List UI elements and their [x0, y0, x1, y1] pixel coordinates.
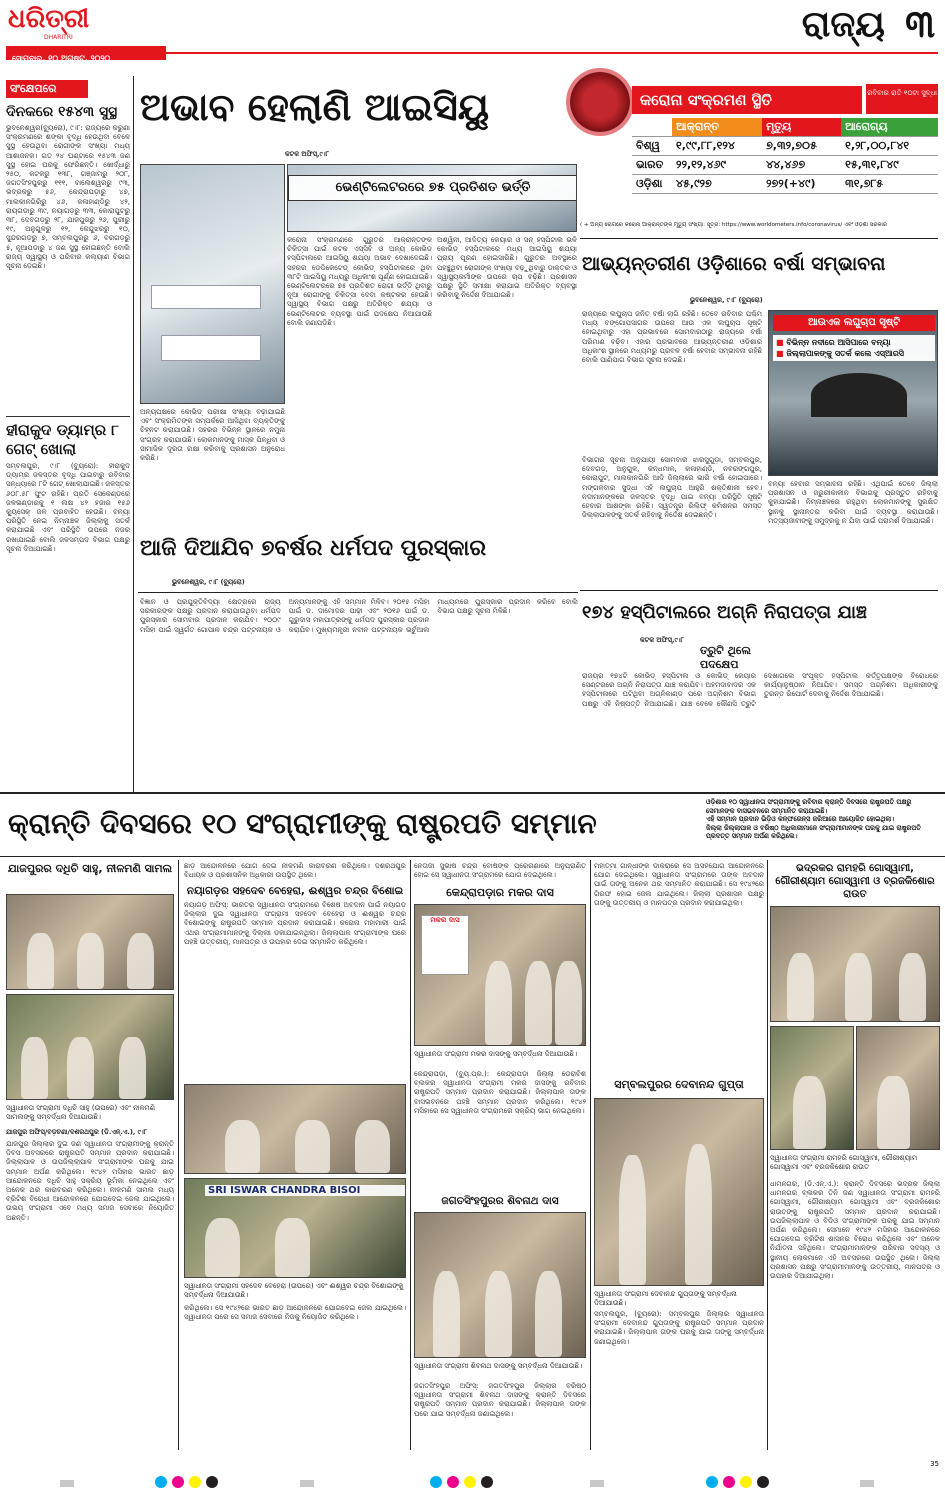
rain-bullet-2	[776, 348, 932, 359]
corona-panel	[580, 76, 938, 234]
kranti-top-rule	[0, 792, 945, 794]
row-label: ଓଡ଼ିଶା	[632, 175, 672, 194]
bhadrak-column	[770, 862, 940, 1450]
bhadrak-body: ଧାମନଗର, (ଡି.ଏନ୍.ଏ.): କ୍ରାନ୍ତି ଦିବସରେ ଭଦ୍ରକ ଜିଲ୍ଲା ଧାମନଗର ବ୍ଲକର ତିନି ଜଣ ସ୍ୱାଧୀନତା ସଂଗ୍ରାମୀ ରାମହରି ଗୋସ୍ୱାମୀ, ଗୌରୀଶ୍ୟାମ ଗୋସ୍ୱାମୀ ଏବଂ ବ୍ରଜକିଶୋର ରାଉତଙ୍କୁ ରାଷ୍ଟ୍ରପତି ସମ୍ମାନ ପ୍ରଦାନ କରାଯାଇଛି। ଉପଜିଲ୍ଲାପାଳ ଓ ବିଡିଓ ସଂଗ୍ରାମୀଙ୍କ ଘରକୁ ଯାଇ ସମ୍ମାନ ଅର୍ପଣ କରିଥିଲେ। ସେମାନେ ୧୯୪୨ ମସିହାର ଆନ୍ଦୋଳନରେ ଯୋଗଦେଇ ବ୍ରିଟିଶ ଶାସନର ବିରୋଧ କରିଥିଲେ ଏବଂ ଅନେକ ନିର୍ଯାତନା ସହିଥିଲେ। ସଂଗ୍ରାମୀମାନଙ୍କ ପରିବାର ସଦସ୍ୟ ଓ ସ୍ଥାନୀୟ ଲୋକମାନେ ଏହି ଅବସରରେ ଉପସ୍ଥିତ ଥିଲେ। ଜିଲ୍ଲା ପ୍ରଶାସନ ପକ୍ଷରୁ ସଂଗ୍ରାମୀମାନଙ୍କୁ ଉତ୍ତରୀୟ, ମାନପତ୍ର ଓ ଉପହାର ଦିଆଯାଇଥିଲା।	[770, 1180, 940, 1281]
jagatsinghpur-body: ଜଗତସିଂହପୁର ଅଫିସ୍: ଜଗତସିଂହପୁର ଜିଲ୍ଲାର ବରିଷ୍ଠ ସ୍ୱାଧୀନତା ସଂଗ୍ରାମୀ ଶିବନାଥ ଦାସଙ୍କୁ କ୍ରାନ୍ତି ଦିବସରେ ରାଷ୍ଟ୍ରପତି ସମ୍ମାନ ପ୍ରଦାନ କରାଯାଇଛି। ଜିଲ୍ଲାପାଳ ତାଙ୍କ ଘରେ ଯାଇ ସମ୍ବର୍ଦ୍ଧନା ଜଣାଇଥିଲେ।	[414, 1382, 586, 1418]
rain-body-2: ବିଭାଗର ସୂଚନା ଅନୁଯାୟୀ ସୋମବାର ଝାରସୁଗୁଡ଼ା, ସମ୍ବଲପୁର, ଦେବଗଡ଼, ଅନୁଗୁଳ, କନ୍ଧମାଳ, କଳାହାଣ୍ଡି, ନବରଙ୍ଗପୁର, କୋରାପୁଟ, ମାଲକାନଗିରି ଆଦି ଜିଲ୍ଲାରେ ଭାରି ବର୍ଷା ହୋଇପାରେ। ମଙ୍ଗଳବାର ସୁଦ୍ଧା ଏହି ଲଘୁଚାପ ଆହୁରି ଶକ୍ତିଶାଳୀ ହେବ। ନଦୀମାନଙ୍କରେ ଜଳସ୍ତର ବୃଦ୍ଧି ପାଇ ବନ୍ୟା ପରିସ୍ଥିତି ସୃଷ୍ଟି ହେବାର ଆଶଙ୍କା ରହିଛି। ସ୍ୱତନ୍ତ୍ର ରିଲିଫ୍ କମିଶନର ସମସ୍ତ ଜିଲ୍ଲାପାଳଙ୍କୁ ସତର୍କ ରହିବାକୁ ନିର୍ଦ୍ଦେଶ ଦେଇଛନ୍ତି।	[582, 456, 762, 520]
umbrella-shape	[811, 373, 907, 417]
person-shape	[67, 1037, 94, 1099]
brief-body-2: ସମ୍ବଲପୁର, ୯।୮ (ବ୍ୟୁରୋ): ହୀରାକୁଦ ଡ୍ୟାମ୍‌ର ଜଳସ୍ତର ବୃଦ୍ଧି ପାଇବାରୁ ରବିବାର ସନ୍ଧ୍ୟାରେ ୮ଟି ଗେଟ୍ ଖୋଲାଯାଇଛି। ଜଳସ୍ତର ୬୦୮.୫୮ ଫୁଟ ରହିଛି। ପ୍ରତି ସେକେଣ୍ଡରେ ଜଳଭଣ୍ଡାରକୁ ୧ ଲକ୍ଷ ୪୨ ହଜାର ୧୫୬ କ୍ୟୁସେକ୍ ଜଳ ପ୍ରବାହିତ ହେଉଛି। ବନ୍ୟା ପରିସ୍ଥିତି ନେଇ ନିମ୍ନାଞ୍ଚଳ ଜିଲ୍ଲାକୁ ସତର୍କ କରାଯାଇଛି ଏବଂ ପରିସ୍ଥିତି ଉପରେ ନଜର ରଖାଯାଇଛି ବୋଲି ଜଳସମ୍ପଦ ବିଭାଗ ପକ୍ଷରୁ ସୂଚନା ଦିଆଯାଇଛି।	[6, 462, 130, 553]
date-bar	[6, 46, 166, 63]
person-shape	[27, 933, 54, 989]
bhadrak-photo-2	[770, 1026, 854, 1150]
kranti-intro-3: ଜିଲ୍ଲା ଜିଲ୍ଲାପାଳ ଓ ବରିଷ୍ଠ ଅଧିକାରୀମାନେ ସଂଗ୍ରାମୀମାନଙ୍କ ଘରକୁ ଯାଇ ରାଷ୍ଟ୍ରପତି ପ୍ରଦତ୍ତ ସମ୍ମାନ ଅର୍ପଣ କରିଥିଲେ।	[706, 823, 921, 840]
brief-label: ସଂକ୍ଷେପରେ	[6, 80, 88, 98]
cases-cell: ୧,୯୯,୮୮,୧୨୪	[672, 137, 762, 156]
sambalpur-caption: ସ୍ୱାଧୀନତା ସଂଗ୍ରାମୀ ଦେବାନନ୍ଦ ଗୁପ୍ତାଙ୍କୁ ସମ୍ବର୍ଦ୍ଧନା ଦିଆଯାଉଛି।	[594, 1290, 737, 1307]
sambalpur-body: ସମ୍ବଲପୁର, (ବ୍ୟୁରୋ): ସମ୍ବଲପୁର ଜିଲ୍ଲାର ସ୍ୱାଧୀନତା ସଂଗ୍ରାମୀ ଦେବାନନ୍ଦ ଗୁପ୍ତାଙ୍କୁ ରାଷ୍ଟ୍ରପତି ସମ୍ମାନ ପ୍ରଦାନ କରାଯାଇଛି। ଜିଲ୍ଲାପାଳ ତାଙ୍କ ଘରକୁ ଯାଇ ତାଙ୍କୁ ସମ୍ବର୍ଦ୍ଧନା ଜଣାଇଥିଲେ।	[594, 1310, 764, 1346]
rain-bullet-text: ଜିଲ୍ଲାପାଳଙ୍କୁ ସତର୍କ କଲେ ଏସ୍‌ଆରସି	[786, 349, 904, 358]
nayagarh-caption: ସ୍ୱାଧୀନତା ସଂଗ୍ରାମୀ ସହଦେବ ବେହେରା (ଉପରେ) ଏବଂ ଈଶ୍ୱର ଚନ୍ଦ୍ର ବିଶୋଇଙ୍କୁ ସମ୍ବର୍ଦ୍ଧନା ଦିଆଯାଉଛି।	[184, 1282, 404, 1299]
nayagarh-body: ନୟାଗଡ଼ ଅଫିସ୍: ଭାରତର ସ୍ୱାଧୀନତା ସଂଗ୍ରାମରେ ବିଶେଷ ଅବଦାନ ପାଇଁ ନୟାଗଡ଼ ଜିଲ୍ଲାର ଦୁଇ ସ୍ୱାଧୀନତା ସଂଗ୍ରାମୀ ସହଦେବ ବେହେରା ଓ ଈଶ୍ୱର ଚନ୍ଦ୍ର ବିଶୋଇଙ୍କୁ ରାଷ୍ଟ୍ରପତି ସମ୍ମାନ ପ୍ରଦାନ କରାଯାଇଛି। କରୋନା ମହାମାରୀ ପାଇଁ ଏଥର ସଂଗ୍ରାମୀମାନଙ୍କୁ ଦିଲ୍ଲୀ ଡକାଯାଇନଥିଲା। ଜିଲ୍ଲାପାଳ ସଂଗ୍ରାମୀଙ୍କ ଘରେ ପହଞ୍ଚି ଉତ୍ତରୀୟ, ମାନପତ୍ର ଓ ଉପହାର ଦେଇ ସମ୍ମାନିତ କରିଥିଲେ।	[184, 901, 406, 946]
sambalpur-column	[594, 862, 764, 1450]
award-body: ବିଜ୍ଞାନ ଓ ପ୍ରଯୁକ୍ତିବିଦ୍ୟା କ୍ଷେତ୍ରରେ ରାଜ୍ୟ ସରକାରଙ୍କ ପକ୍ଷରୁ ପ୍ରଦାନ କରାଯାଉଥିବା ଧର୍ମପଦ ପୁରସ୍କାର ସୋମବାର ପ୍ରଦାନ କରାଯିବ। ୨୦୦୯ ମସିହା ପାଇଁ ସ୍ୱର୍ଗତ ଗୋପାଳ ଚନ୍ଦ୍ର ପଟ୍ଟନାୟକ ଓ ଅନ୍ୟମାନଙ୍କୁ ଏହି ସମ୍ମାନ ମିଳିବ। ୨୦୧୫ ମସିହା ପାଇଁ ଡ. ଦାମୋଦର ପାଢ଼ୀ ଏବଂ ୨୦୧୬ ପାଇଁ ଡ. ଗୁରୁଦାସ ମହାପାତ୍ରଙ୍କୁ ଧର୍ମପଦ ପୁରସ୍କାର ପ୍ରଦାନ କରାଯିବ। ମୁଖ୍ୟମନ୍ତ୍ରୀ ନବୀନ ପଟ୍ଟନାୟକ ଭର୍ଚୁଆଲ ମାଧ୍ୟମରେ ପୁରସ୍କାର ପ୍ରଦାନ କରିବେ ବୋଲି ବିଭାଗ ପକ୍ଷରୁ ସୂଚନା ମିଳିଛି।	[140, 598, 578, 634]
col-rule	[178, 860, 179, 1450]
rain-bullet-1	[776, 337, 932, 348]
cases-cell: ୪୫,୯୨୭	[672, 175, 762, 194]
registration-dot-black	[757, 1476, 769, 1488]
person-shape	[793, 1076, 826, 1149]
registration-dot-yellow	[189, 1476, 201, 1488]
deaths-cell: ୭,୩୨,୭୦୫	[762, 137, 841, 156]
rain-box-title: ଆଉଏକ ଲଘୁଚାପ ସୃଷ୍ଟି	[773, 315, 935, 331]
registration-dot-magenta	[447, 1476, 459, 1488]
person-shape	[685, 1144, 712, 1285]
kendrapara-photo	[414, 904, 586, 1046]
registration-dot-black	[206, 1476, 218, 1488]
registration-dot-magenta	[723, 1476, 735, 1488]
bed-shape	[151, 285, 261, 309]
fire-dateline: କଟକ ଅଫିସ୍,୯।୮	[640, 636, 684, 644]
nayagarh-column	[184, 862, 406, 1450]
lead-body-2: ଅଶ୍ୱିନୀ, ଆଦିତ୍ୟ କେୟାର ଓ ସନ୍ ହସ୍ପିଟାଲ ଭଳି କୋଭିଡ୍ ହସ୍ପିଟାଲରେ ମଧ୍ୟ ଆଇସିୟୁ ଶଯ୍ୟା ପ୍ରାୟ ପୂରଣ ହୋଇସାରିଛି। ଗୁରୁତର ଅବସ୍ଥାରେ ପହଞ୍ଚୁଥିବା ରୋଗୀଙ୍କ ସଂଖ୍ୟା ବଢ଼ୁଥିବାରୁ ଡାକ୍ତର ଓ ସ୍ୱାସ୍ଥ୍ୟକର୍ମୀଙ୍କ ଉପରେ ଚାପ ବଢ଼ିଛି। ପ୍ରଶାସନ ପକ୍ଷରୁ ସ୍ଥିତି ସମୀକ୍ଷା କରାଯାଇ ଅତିରିକ୍ତ ବ୍ୟବସ୍ଥା କରିବାକୁ ନିର୍ଦ୍ଦେଶ ଦିଆଯାଇଛି।	[437, 236, 577, 300]
recovered-cell: ୧,୨୮,୦୦,୮୪୧	[841, 137, 938, 156]
registration-dot-cyan	[706, 1476, 718, 1488]
bullet-square-icon: ■	[776, 338, 787, 347]
icu-photo	[140, 164, 285, 404]
rain-top-rule	[580, 238, 938, 239]
brief-headline-2: ହୀରାକୁଦ ଡ୍ୟାମ୍‌ର ୮ ଗେଟ୍ ଖୋଲା	[6, 421, 120, 458]
lead-dateline: କଟକ ଅଫିସ୍,୯।୮	[285, 150, 329, 158]
table-row	[632, 156, 938, 175]
jajpur-body: ଯାଜପୁର ଜିଲ୍ଲାର ଦୁଇ ଜଣ ସ୍ୱାଧୀନତା ସଂଗ୍ରାମୀଙ୍କୁ କ୍ରାନ୍ତି ଦିବସ ଅବସରରେ ରାଷ୍ଟ୍ରପତି ସମ୍ମାନ ପ୍ରଦାନ କରାଯାଇଛି। ଜିଲ୍ଲାପାଳ ଓ ଉପଜିଲ୍ଲାପାଳ ସଂଗ୍ରାମୀଙ୍କ ଘରକୁ ଯାଇ ସମ୍ମାନ ଅର୍ପଣ କରିଥିଲେ। ୧୯୪୨ ମସିହାର ଭାରତ ଛାଡ଼ ଆନ୍ଦୋଳନରେ ଦଧିଚି ସାହୁ ସକ୍ରିୟ ଭୂମିକା ନେଇଥିଲେ ଏବଂ ଅନେକ ଥର କାରାବରଣ କରିଥିଲେ। ନୀଳମଣି ସାମଲ ମଧ୍ୟ ବ୍ରିଟିଶ ବିରୋଧୀ ଆନ୍ଦୋଳନରେ ଯୋଗଦେଇ ଜେଲ ଯାଇଥିଲେ। ଉଭୟ ସଂଗ୍ରାମୀ ଏବେ ମଧ୍ୟ ସମାଜ ସେବାରେ ନିୟୋଜିତ ଅଛନ୍ତି।	[6, 1140, 174, 1222]
kendrapara-body-top: ନେତାଜୀ ସୁଭାଷ ଚନ୍ଦ୍ର ବୋଷଙ୍କ ପ୍ରେରଣାରେ ଅନୁପ୍ରାଣିତ ହୋଇ ସେ ସ୍ୱାଧୀନତା ସଂଗ୍ରାମରେ ଯୋଗ ଦେଇଥିଲେ।	[414, 862, 586, 880]
rain-bullets	[773, 335, 935, 361]
logo	[8, 4, 104, 44]
person-shape	[619, 1155, 646, 1285]
corona-source: ( + ଅନ୍ୟ ରୋଗରେ କରୋନା ଆକ୍ରାନ୍ତଙ୍କ ମୃତ୍ୟୁ ସଂଖ୍ୟା: ସୂତ୍ର: https://www.worldometers.info/coronavirus/ ଏବଂ ଓଡ଼ିଶା ସରକାର	[580, 222, 888, 228]
jagatsinghpur-caption: ସ୍ୱାଧୀନତା ସଂଗ୍ରାମୀ ଶିବନାଥ ଦାସଙ୍କୁ ସମ୍ବର୍ଦ୍ଧନା ଦିଆଯାଉଛି।	[414, 1362, 583, 1370]
rain-photo	[768, 310, 938, 476]
registration-dot-black	[481, 1476, 493, 1488]
brief-headline-1: ଦିନକରେ ୧୫୪୩ ସୁସ୍ଥ	[6, 104, 118, 120]
bullet-square-icon: ■	[776, 349, 787, 358]
corona-header-row	[632, 118, 938, 137]
row-label: ବିଶ୍ୱ	[632, 137, 672, 156]
corona-title: କରୋନା ସଂକ୍ରମଣ ସ୍ଥିତି	[640, 91, 772, 109]
rain-body-1: ରାଜ୍ୟରେ ଲଘୁଚାପ ଜନିତ ବର୍ଷା ଲାଗି ରହିଛି। ତେବେ ରବିବାର ପଶ୍ଚିମ ମଧ୍ୟ ବଙ୍ଗୋପସାଗର ଉପରେ ଆଉ ଏକ ଲଘୁଚାପ ସୃଷ୍ଟି ହୋଇଥିବାରୁ ଏହା ପ୍ରଭାବରେ ସୋମବାରଠାରୁ ରାଜ୍ୟରେ ବର୍ଷା ପରିମାଣ ବଢ଼ିବ। ଏହାର ପ୍ରଭାବରେ ଆଭ୍ୟନ୍ତରୀଣ ଓଡ଼ିଶାର ଅଧିକାଂଶ ସ୍ଥାନରେ ମଧ୍ୟମରୁ ପ୍ରବଳ ବର୍ଷା ହେବାର ସମ୍ଭାବନା ରହିଛି ବୋଲି ପାଣିପାଗ ବିଭାଗ ସୂଚନା ଦେଇଛି।	[582, 310, 762, 365]
deaths-cell: ୪୪,୪୬୭	[762, 156, 841, 175]
lead-body-3: ଅନ୍ୟପକ୍ଷରେ କୋଭିଡ୍ ପରୀକ୍ଷା ସଂଖ୍ୟା ବଢ଼ାଯାଇଛି ଏବଂ ସଂକ୍ରମିତଙ୍କ ସମ୍ପର୍କରେ ଆସିଥିବା ବ୍ୟକ୍ତିଙ୍କୁ ଚିହ୍ନଟ କରାଯାଉଛି। ସହରର ବିଭିନ୍ନ ସ୍ଥାନରେ ନମୁନା ସଂଗ୍ରହ କରାଯାଉଛି। ଲୋକମାନଙ୍କୁ ମାସ୍କ ପିନ୍ଧିବା ଓ ସାମାଜିକ ଦୂରତା ରକ୍ଷା କରିବାକୁ ପ୍ରଶାସନ ଅନୁରୋଧ କରିଛି।	[140, 408, 285, 463]
fire-headline: ୧୭୪ ହସ୍ପିଟାଲରେ ଅଗ୍ନି ନିରାପତ୍ତା ଯାଞ୍ଚ	[582, 602, 867, 623]
registration-dot-magenta	[172, 1476, 184, 1488]
jagatsinghpur-photo	[414, 1212, 586, 1358]
nayagarh-body-2: କରିଥିଲେ। ସେ ୧୯୪୨ରେ ଭାରତ ଛାଡ଼ ଆନ୍ଦୋଳନରେ ଯୋଗଦେଇ ଜେଲ ଯାଇଥିଲେ। ସ୍ୱାଧୀନତା ପରେ ସେ ସମାଜ ସେବାରେ ନିଜକୁ ନିୟୋଜିତ କରିଥିଲେ।	[184, 1304, 406, 1322]
masthead-rule	[166, 52, 938, 54]
person-shape	[21, 1037, 48, 1099]
jajpur-column	[6, 862, 174, 1450]
recovered-cell: ୩୧,୭୮୫	[841, 175, 938, 194]
person-shape	[525, 961, 552, 1045]
bhadrak-caption: ସ୍ୱାଧୀନତା ସଂଗ୍ରାମୀ ରାମହରି ଗୋସ୍ୱାମୀ, ଗୌରୀଶ୍ୟାମ ଗୋସ୍ୱାମୀ ଏବଂ ବ୍ରଜକିଶୋର ରାଉତ	[770, 1154, 918, 1171]
sambalpur-body-top: ମହାତ୍ମା ଗାନ୍ଧୀଙ୍କ ଡାକରାରେ ସେ ଅସହଯୋଗ ଆନ୍ଦୋଳନରେ ଯୋଗ ଦେଇଥିଲେ। ସ୍ୱାଧୀନତା ସଂଗ୍ରାମରେ ତାଙ୍କ ଅବଦାନ ପାଇଁ ତାଙ୍କୁ ଅନେକ ଥର ସମ୍ମାନିତ କରାଯାଇଛି। ସେ ୧୯୪୨ରେ ଗିରଫ ହୋଇ ଜେଲ ଯାଇଥିଲେ। ଜିଲ୍ଲା ପ୍ରଶାସନ ପକ୍ଷରୁ ତାଙ୍କୁ ଉତ୍ତରୀୟ ଓ ମାନପତ୍ର ପ୍ରଦାନ କରାଯାଇଥିଲା।	[594, 862, 764, 907]
masthead	[0, 0, 945, 64]
registration-dot-cyan	[155, 1476, 167, 1488]
corona-table-wrap	[632, 118, 938, 194]
nayagarh-body-top: ଛାଡ଼ ଆନ୍ଦୋଳନରେ ଯୋଗ ଦେଇ ନୀଳମଣି କାରାବରଣ କରିଥିଲେ। ଦଶରଥପୁର ବିଧାୟକ ଓ ପ୍ରଶାସନିକ ଅଧିକାରୀ ଉପସ୍ଥିତ ଥିଲେ।	[184, 862, 406, 880]
corona-header-blank	[632, 118, 672, 137]
row-label: ଭାରତ	[632, 156, 672, 175]
corona-table	[632, 118, 938, 194]
person-shape	[899, 953, 926, 1021]
recovered-cell: ୧୫,୩୧,୮୪୯	[841, 156, 938, 175]
deaths-cell: ୨୭୨(+୪୯)	[762, 175, 841, 194]
registration-dot-yellow	[740, 1476, 752, 1488]
corona-header-cases: ଆକ୍ରାନ୍ତ	[672, 118, 762, 137]
registration-dot-yellow	[464, 1476, 476, 1488]
logo-text: ଧରିତ୍ରୀ	[8, 4, 90, 34]
award-dateline: ଭୁବନେଶ୍ୱର, ୯।୮ (ବ୍ୟୁରୋ)	[172, 578, 245, 586]
person-shape	[535, 1271, 562, 1357]
person-shape	[275, 1218, 310, 1277]
registration-dot-cyan	[430, 1476, 442, 1488]
table-row	[632, 175, 938, 194]
kranti-bottom-rule	[0, 856, 945, 857]
kranti-intro	[706, 798, 938, 841]
col-rule	[590, 860, 591, 1450]
award-top-rule	[138, 592, 578, 593]
rain-body-3: ବନ୍ୟା ହେବାର ସମ୍ଭାବନା ରହିଛି। ଏଥିପାଇଁ ତେବେ ଜିଲ୍ଲା ପ୍ରଶାସନ ଓ ଜରୁରୀକାଳୀନ ବିଭାଗକୁ ପ୍ରସ୍ତୁତ ରହିବାକୁ କୁହାଯାଇଛି। ନିମ୍ନାଞ୍ଚଳରେ ରହୁଥିବା ଲୋକମାନଙ୍କୁ ସୁରକ୍ଷିତ ସ୍ଥାନକୁ ସ୍ଥାନାନ୍ତର କରିବା ପାଇଁ ବ୍ୟବସ୍ଥା କରାଯାଉଛି। ମତ୍ସ୍ୟଜୀବୀଙ୍କୁ ସମୁଦ୍ରକୁ ନ ଯିବା ପାଇଁ ପରାମର୍ଶ ଦିଆଯାଇଛି।	[768, 480, 938, 525]
gray-bar	[60, 1480, 74, 1487]
cases-cell: ୨୨,୧୨,୪୬୯	[672, 156, 762, 175]
jajpur-caption: ସ୍ୱାଧୀନତା ସଂଗ୍ରାମୀ ଦଧିଚି ସାହୁ (ଉପରେ) ଏବଂ ନୀଳମଣି ସାମଲଙ୍କୁ ସମ୍ବର୍ଦ୍ଧନା ଦିଆଯାଉଛି।	[6, 1104, 156, 1121]
bhadrak-title: ଭଦ୍ରକର ରାମହରି ଗୋସ୍ୱାମୀ, ଗୌରୀଶ୍ୟାମ ଗୋସ୍ୱାମୀ ଓ ବ୍ରଜକିଶୋର ରାଉତ	[775, 863, 935, 900]
gray-bar	[860, 1480, 874, 1487]
person-shape	[787, 953, 814, 1021]
issue-date: ସୋମବାର, ୧୦ ଅଗଷ୍ଟ, ୨୦୨୦	[12, 54, 111, 63]
virus-icon	[570, 72, 630, 132]
print-marks	[0, 1456, 945, 1497]
bhadrak-photo-1	[770, 906, 940, 1022]
nayagarh-photo-2	[184, 1178, 406, 1278]
footer-page-number: 35	[930, 1460, 939, 1468]
nayagarh-title: ନୟାଗଡ଼ର ସହଦେବ ବେହେରା, ଈଶ୍ୱର ଚନ୍ଦ୍ର ବିଶୋଇ	[186, 885, 404, 897]
lead-body-1: କରୋନା ସଂକ୍ରମଣରେ ଗୁରୁତର ଆକ୍ରାନ୍ତଙ୍କ ଚିକିତ୍ସା ପାଇଁ କଟକ ଏସ୍‌ସିବି ଓ ଅନ୍ୟ କୋଭିଡ୍ ହସ୍ପିଟାଲରେ ଆଇସିୟୁ ଶଯ୍ୟା ଅଭାବ ଦେଖାଦେଇଛି। ସହରର ଡେଡିକେଟେଡ୍ କୋଭିଡ୍ ହସ୍ପିଟାଲରେ ଥିବା ୩୮ଟି ଆଇସିୟୁ ମଧ୍ୟରୁ ଅଧିକାଂଶ ପୂର୍ଣ୍ଣ ହୋଇଯାଇଛି। ଭେଣ୍ଟିଲେଟରରେ ୭୫ ପ୍ରତିଶତ ରୋଗୀ ଭର୍ତ୍ତି ଥିବାରୁ ନୂଆ ରୋଗୀଙ୍କୁ ଚିକିତ୍ସା ଦେବା କଷ୍ଟକର ହେଉଛି। ସ୍ୱାସ୍ଥ୍ୟ ବିଭାଗ ପକ୍ଷରୁ ଅତିରିକ୍ତ ଶଯ୍ୟା ଓ ଭେଣ୍ଟିଲେଟର ବ୍ୟବସ୍ଥା ପାଇଁ ପଦକ୍ଷେପ ନିଆଯାଉଛି ବୋଲି ଜଣାପଡ଼ିଛି।	[287, 236, 432, 327]
person-shape	[77, 933, 104, 989]
fire-top-rule	[580, 590, 938, 591]
table-row	[632, 137, 938, 156]
kendrapara-body: କେନ୍ଦ୍ରାପଡ଼ା, (ବ୍ୟୁ.ପ୍ର.): କେନ୍ଦ୍ରାପଡ଼ା ଜିଲ୍ଲା ଡେରାବିଶ ବ୍ଲକର ସ୍ୱାଧୀନତା ସଂଗ୍ରାମୀ ମକର ଦାସଙ୍କୁ ରବିବାର ରାଷ୍ଟ୍ରପତି ସମ୍ମାନ ପ୍ରଦାନ କରାଯାଇଛି। ଜିଲ୍ଲାପାଳ ତାଙ୍କ ବାସଭବନରେ ପହଞ୍ଚି ସମ୍ମାନ ପ୍ରଦାନ କରିଥିଲେ। ୧୯୪୨ ମସିହାରେ ସେ ସ୍ୱାଧୀନତା ସଂଗ୍ରାମରେ ସକ୍ରିୟ ଭାଗ ନେଇଥିଲେ।	[414, 1070, 586, 1115]
sambalpur-title: ସମ୍ବଲପୁରର ଦେବାନନ୍ଦ ଗୁପ୍ତା	[614, 1078, 744, 1091]
jajpur-photo-2	[6, 994, 174, 1100]
sambalpur-photo	[594, 1098, 764, 1286]
jajpur-title: ଯାଜପୁରର ଦଧିଚି ସାହୁ, ନୀଳମଣି ସାମଲ	[7, 862, 173, 875]
person-shape	[485, 961, 512, 1045]
bed-shape	[161, 335, 261, 361]
gray-bar	[590, 1480, 604, 1487]
award-headline: ଆଜି ଦିଆଯିବ ୭ବର୍ଷର ଧର୍ମପଦ ପୁରସ୍କାର	[140, 535, 487, 561]
brief-column-rule	[133, 76, 134, 792]
nayagarh-photo-1	[184, 1084, 406, 1174]
section-name: ରାଜ୍ୟ	[801, 3, 885, 45]
person-shape	[485, 1271, 512, 1357]
brief-body-1: ଭୁବନେଶ୍ୱର(ବ୍ୟୁରୋ), ୯।୮: ରାଜ୍ୟରେ କରୁଣା ସଂକ୍ରମଣରେ ଶଙ୍କା ବୃଦ୍ଧି ହେଉଥିବା ବେଳେ ସୁସ୍ଥ ହେଉଥିବା ରୋଗୀଙ୍କ ସଂଖ୍ୟା ମଧ୍ୟ ଆଶାଜନକ। ଗତ ୨୪ ଘଣ୍ଟାରେ ୧୫୪୩ ଜଣ ସୁସ୍ଥ ହୋଇ ଘରକୁ ଫେରିଛନ୍ତି। ଖୋର୍ଦ୍ଧାରୁ ୨୫୦, କଟକରୁ ୧୩୮, ଗଞ୍ଜାମରୁ ୨୦୮, ଜଗତସିଂହପୁରରୁ ୧୧୧, ବାଲେଶ୍ୱରରୁ ୯୩, ଭଦ୍ରକରୁ ୫୬, କେନ୍ଦ୍ରାପଡ଼ାରୁ ୪୭, ମାଲକାନଗିରିରୁ ୪୬, କଳାହାଣ୍ଡିରୁ ୪୨, ରାୟଗଡ଼ାରୁ ୩୯, ନୟାଗଡ଼ରୁ ୩୩, କୋରାପୁଟରୁ ୩୮, ଦେବଗଡ଼ରୁ ୨୮, ଯାଜପୁରରୁ ୨୬, ପୁରୀରୁ ୧୯, ଅନୁଗୁଳରୁ ୧୨, କେନ୍ଦୁଝରରୁ ୧୦, ସୁନ୍ଦରଗଡ଼ରୁ ୭, ସମ୍ବଲପୁରରୁ ୬, ବରଗଡ଼ରୁ ୫, ନୂଆପଡ଼ାରୁ ୪ ଜଣ ସୁସ୍ଥ ହୋଇଛନ୍ତି ବୋଲି ରାଜ୍ୟ ସ୍ୱାସ୍ଥ୍ୟ ଓ ପରିବାର କଲ୍ୟାଣ ବିଭାଗ ସୂଚନା ଦେଇଛି।	[6, 124, 130, 271]
jajpur-dateline: ଯାଜପୁର ଅଫିସ୍/ବଡ଼ଚଣା/ଦଶରଥପୁର (ଡି.ଏନ୍.ଏ.), ୯।୮	[6, 1128, 148, 1136]
bhadrak-photo-3	[856, 1026, 940, 1150]
kranti-intro-1: ଓଡ଼ିଶାର ୧୦ ସ୍ୱାଧୀନତା ସଂଗ୍ରାମୀଙ୍କୁ ରବିବାର କ୍ରାନ୍ତି ଦିବସରେ ରାଷ୍ଟ୍ରପତି ପକ୍ଷରୁ ସେମାନଙ୍କ ବାସଭବନରେ ସମ୍ମାନିତ କରାଯାଇଛି।	[706, 798, 912, 815]
corona-header-recovered: ଆରୋଗ୍ୟ	[841, 118, 938, 137]
person-shape	[127, 933, 154, 989]
ventilator-photo	[287, 164, 577, 232]
logo-subtext: DHARITRI	[44, 34, 73, 41]
fire-body: ରାଜ୍ୟର ୧୭୪ଟି କୋଭିଡ୍ ହସ୍ପିଟାଲ ଓ କୋଭିଡ୍ କେୟାର ସେଣ୍ଟରରେ ଅଗ୍ନି ନିରାପତ୍ତା ଯାଞ୍ଚ କରାଯିବ। ଅହମଦାବାଦର ଏକ ହସ୍ପିଟାଲରେ ଘଟିଥିବା ଅଗ୍ନିକାଣ୍ଡ ପରେ ଅଗ୍ନିଶମ ବିଭାଗ ପକ୍ଷରୁ ଏହି ନିଷ୍ପତ୍ତି ନିଆଯାଇଛି। ଯାଞ୍ଚ ବେଳେ କୌଣସି ତ୍ରୁଟି ଦେଖାଗଲେ ସଂପୃକ୍ତ ହସ୍ପିଟାଲ କର୍ତ୍ତୃପକ୍ଷଙ୍କ ବିରୋଧରେ କାର୍ଯ୍ୟାନୁଷ୍ଠାନ ନିଆଯିବ। ସମସ୍ତ ଅଗ୍ନିଶମ ଅଧିକାରୀଙ୍କୁ ତୁରନ୍ତ ରିପୋର୍ଟ ଦେବାକୁ ନିର୍ଦ୍ଦେଶ ଦିଆଯାଇଛି।	[582, 672, 938, 708]
brief-divider	[6, 416, 130, 417]
page-number: ୩	[905, 1, 935, 46]
person-shape	[877, 1076, 910, 1149]
rain-bullet-text: ବିଭିନ୍ନ ନଦୀରେ ଆସିପାରେ ବନ୍ୟା	[786, 338, 891, 347]
corona-badge: ରବିବାର ରାତି ୧୦ଟା ସୁଦ୍ଧା	[866, 84, 938, 114]
person-shape	[433, 1271, 460, 1357]
person-shape	[225, 1120, 260, 1173]
ventilator-subhead: ଭେଣ୍ଟିଲେଟରରେ ୭୫ ପ୍ରତିଶତ ଭର୍ତ୍ତି	[288, 175, 577, 201]
gray-bar	[300, 1480, 314, 1487]
person-shape	[845, 953, 872, 1021]
jagatsinghpur-title: ଜଗତସିଂହପୁରର ଶିବନାଥ ଦାସ	[441, 1195, 559, 1207]
brief-column	[6, 80, 130, 788]
sign-text: ମକର ଦାସ	[430, 916, 460, 924]
name-banner: SRI ISWAR CHANDRA BISOI	[205, 1185, 405, 1196]
jajpur-photo-1	[6, 894, 174, 990]
kendrapara-caption: ସ୍ୱାଧୀନତା ସଂଗ୍ରାମୀ ମକର ଦାସଙ୍କୁ ସମ୍ବର୍ଦ୍ଧନା ଦିଆଯାଉଛି।	[414, 1050, 577, 1058]
person-shape	[295, 1120, 330, 1173]
person-shape	[119, 1037, 146, 1099]
rain-dateline: ଭୁବନେଶ୍ୱର, ୯।୮ (ବ୍ୟୁରୋ)	[690, 296, 763, 304]
rain-headline: ଆଭ୍ୟନ୍ତରୀଣ ଓଡ଼ିଶାରେ ବର୍ଷା ସମ୍ଭାବନା	[582, 253, 886, 275]
kranti-headline: କ୍ରାନ୍ତି ଦିବସରେ ୧୦ ସଂଗ୍ରାମୀଙ୍କୁ ରାଷ୍ଟ୍ରପତି ସମ୍ମାନ	[8, 807, 597, 840]
person-shape	[555, 961, 582, 1045]
kendrapara-column	[414, 862, 586, 1450]
kranti-intro-2: ଏହି ସମ୍ମାନ ପ୍ରଦାନ ଭିଡ଼ିଓ କନ୍‌ଫରେନ୍ସ ଜରିଆରେ ଆୟୋଜିତ ହୋଇଥିଲା।	[706, 815, 895, 823]
fire-highlight: ତ୍ରୁଟି ଥିଲେ ପଦକ୍ଷେପ	[700, 644, 751, 671]
person-shape	[205, 1218, 240, 1277]
kendrapara-title: କେନ୍ଦ୍ରାପଡ଼ାର ମକର ଦାସ	[446, 886, 554, 899]
col-rule	[767, 860, 768, 1450]
sign-board	[421, 915, 469, 975]
lead-headline: ଅଭାବ ହେଲାଣି ଆଇସିୟୁ	[140, 84, 490, 129]
col-rule	[410, 860, 411, 1450]
person-shape	[355, 1120, 390, 1173]
corona-header-deaths: ମୃତ୍ୟୁ	[762, 118, 841, 137]
corona-title-bar	[632, 86, 862, 114]
